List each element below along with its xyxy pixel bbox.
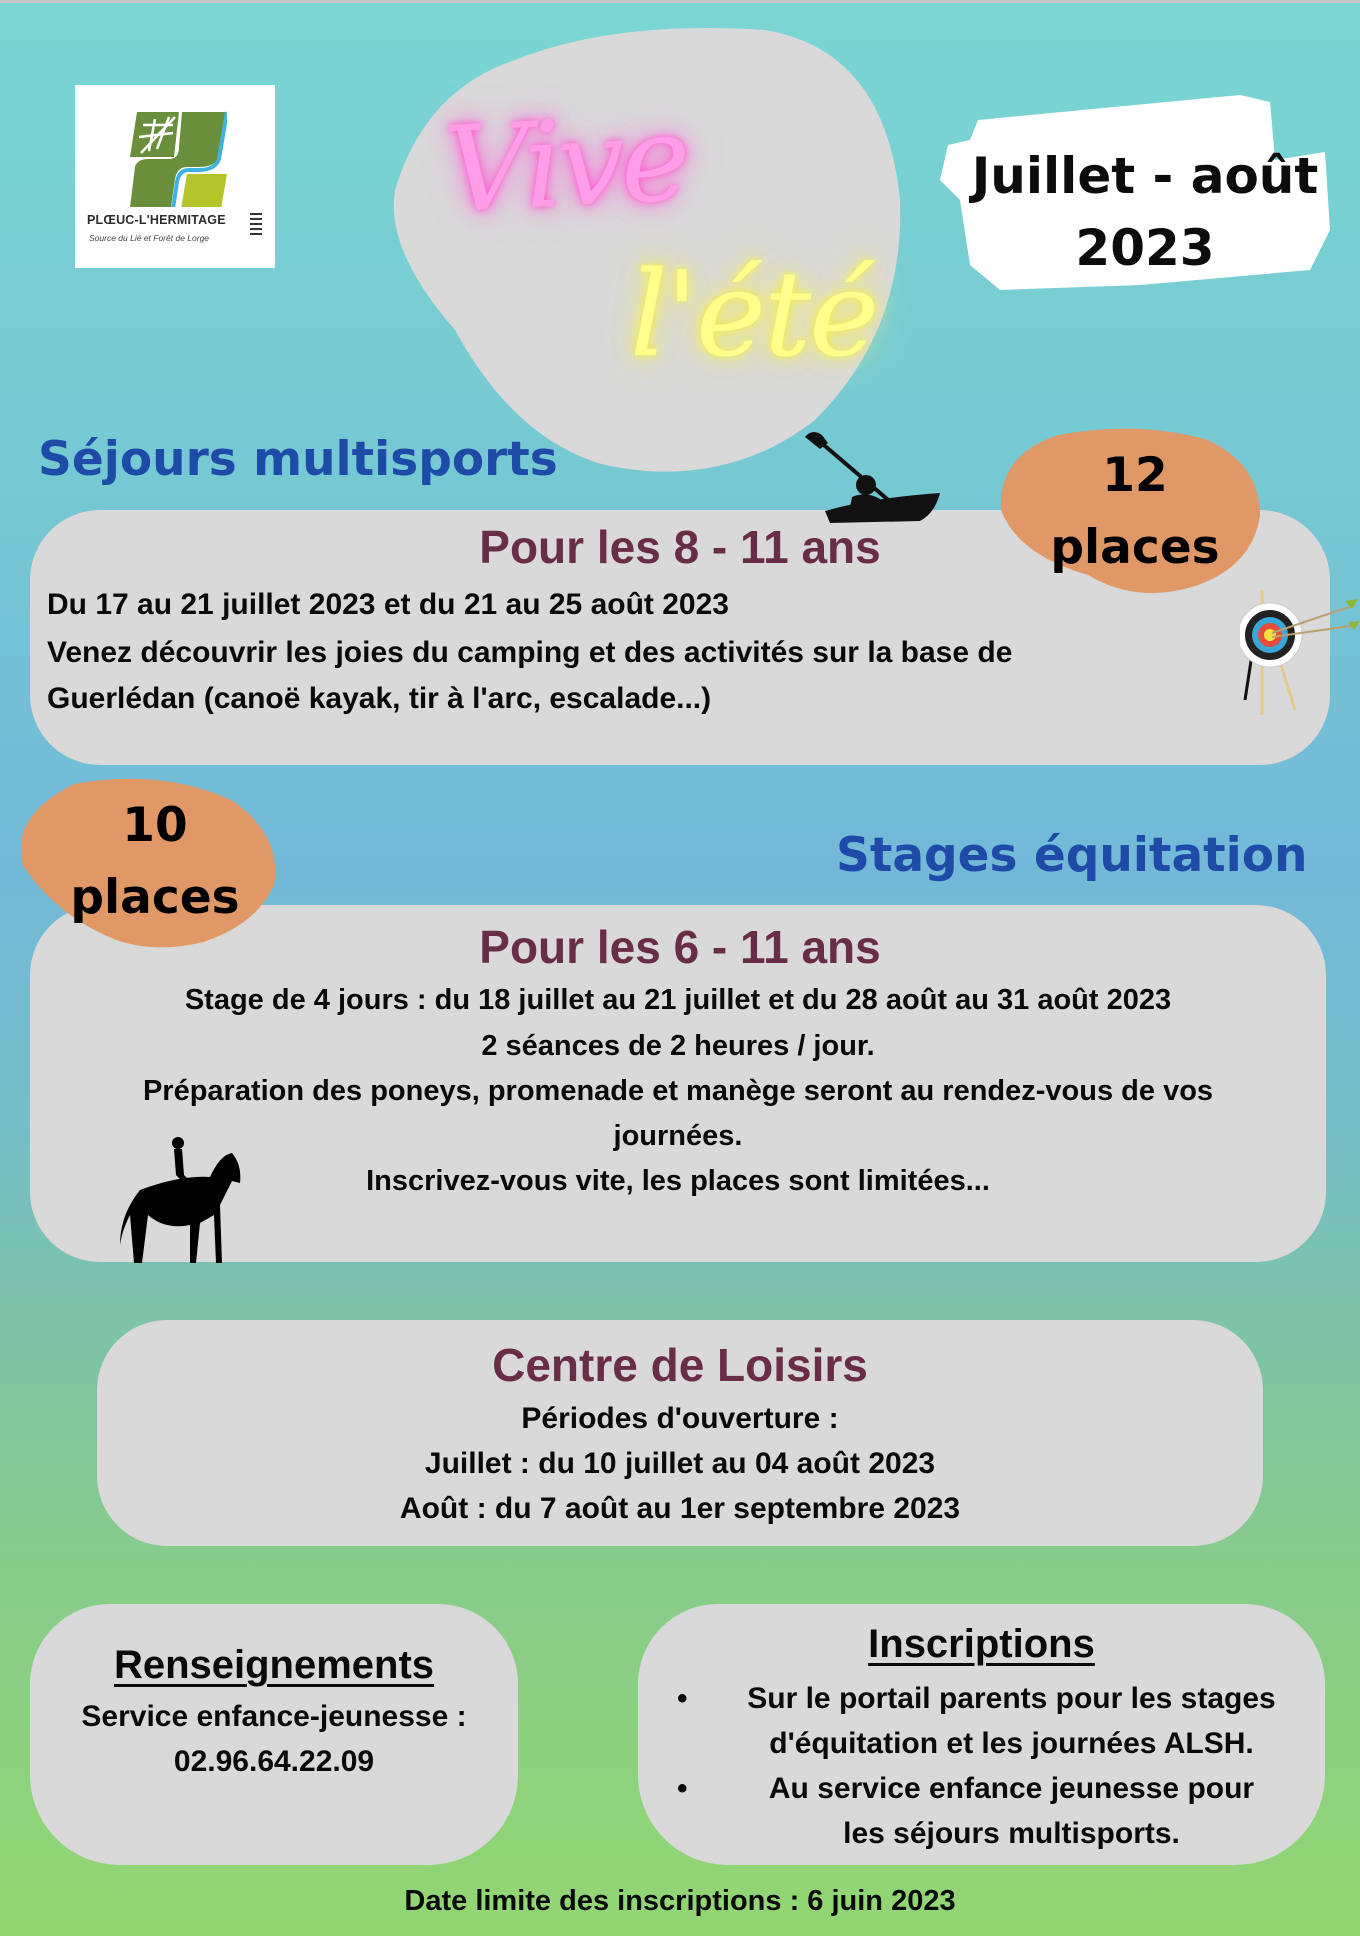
centre-july-period: Juillet : du 10 juillet au 04 août 2023 bbox=[424, 1447, 936, 1480]
equitation-call-to-action: Inscrivez-vous vite, les places sont limitées... bbox=[366, 1165, 990, 1197]
logo-name: PLŒUC-L'HERMITAGE bbox=[87, 213, 226, 227]
inscriptions-title: Inscriptions bbox=[868, 1622, 1095, 1666]
logo-subtitle: Source du Lié et Forêt de Lorge bbox=[89, 233, 210, 243]
title-vive: Vive bbox=[441, 88, 690, 240]
places-badge-12 bbox=[1010, 440, 1260, 584]
section-title-equitation: Stages équitation bbox=[836, 828, 1308, 883]
centre-title: Centre de Loisirs bbox=[492, 1339, 868, 1391]
kayak-icon bbox=[800, 425, 945, 525]
inscriptions-item: • Sur le portail parents pour les stages d'équitation et les journées ALSH. bbox=[655, 1676, 1320, 1766]
section-title-sejours: Séjours multisports bbox=[38, 432, 558, 487]
equitation-description-1: Préparation des poneys, promenade et manège seront au rendez-vous de vos bbox=[142, 1075, 1214, 1107]
equitation-dates: Stage de 4 jours : du 18 juillet au 21 juillet et du 28 août au 31 août 2023 bbox=[184, 984, 1172, 1016]
sejours-description-2: Guerlédan (canoë kayak, tir à l'arc, escalade...) bbox=[47, 682, 712, 715]
horse-rider-icon bbox=[120, 1135, 250, 1265]
registration-deadline: Date limite des inscriptions : 6 juin 2023 bbox=[404, 1885, 956, 1917]
municipality-logo bbox=[75, 85, 275, 268]
equitation-sessions: 2 séances de 2 heures / jour. bbox=[481, 1030, 875, 1062]
sejours-age: Pour les 8 - 11 ans bbox=[479, 521, 881, 573]
centre-august-period: Août : du 7 août au 1er septembre 2023 bbox=[399, 1492, 961, 1525]
period-badge-year: 2023 bbox=[1075, 219, 1215, 277]
renseignements-phone[interactable]: 02.96.64.22.09 bbox=[173, 1745, 375, 1778]
places-label: places bbox=[1050, 520, 1220, 575]
renseignements-service: Service enfance-jeunesse : bbox=[81, 1700, 467, 1733]
sejours-dates: Du 17 au 21 juillet 2023 et du 21 au 25 août 2023 bbox=[47, 588, 729, 621]
leaf-logo-icon bbox=[127, 107, 227, 207]
renseignements-title: Renseignements bbox=[113, 1643, 435, 1687]
places-badge-10 bbox=[20, 790, 290, 934]
equitation-description-2: journées. bbox=[613, 1120, 743, 1152]
sejours-description-1: Venez découvrir les joies du camping et des activités sur la base de bbox=[47, 636, 1013, 669]
centre-subtitle: Périodes d'ouverture : bbox=[521, 1402, 839, 1435]
places-number: 12 bbox=[1102, 448, 1168, 503]
period-badge-months: Juillet - août bbox=[971, 147, 1319, 205]
top-border bbox=[0, 0, 1360, 3]
period-badge bbox=[960, 140, 1330, 284]
inscriptions-item: • Au service enfance jeunesse pour les séjours multisports. bbox=[655, 1766, 1320, 1856]
equitation-age: Pour les 6 - 11 ans bbox=[479, 921, 881, 973]
logo-bars-icon bbox=[250, 213, 262, 238]
inscriptions-list bbox=[655, 1676, 1320, 1856]
places-label: places bbox=[70, 870, 240, 925]
title-ete: l'été bbox=[630, 245, 878, 383]
places-number: 10 bbox=[122, 798, 188, 853]
archery-target-icon bbox=[1240, 585, 1360, 715]
